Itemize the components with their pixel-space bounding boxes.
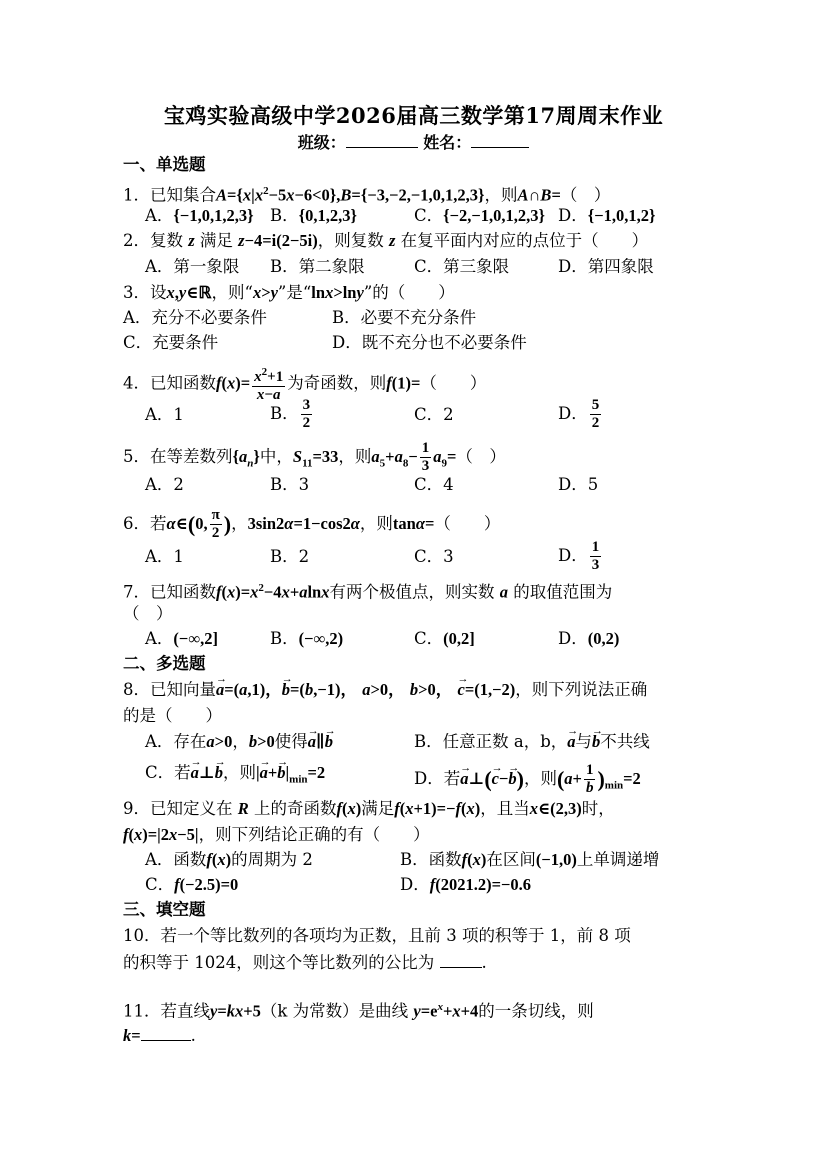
q4-option-a[interactable]: A．1 [145,405,184,424]
question-5: 5．在等差数列$\{a_n\}$中，$S_{11}=33$，则$a_5+a_8-$ $\frac{1}{3}$ $a_9=$（ ） [123,440,506,474]
q3-option-c[interactable]: C．充要条件 [123,333,219,352]
q5-option-b[interactable]: B．3 [270,475,310,494]
name-blank[interactable] [471,131,529,148]
q1-option-c[interactable]: C．{−2,−1,0,1,2,3} [414,206,546,225]
q8-option-a[interactable]: A．存在a>0，b>0使得→ a∥→ b [145,731,333,753]
question-9-line-2: f(x)=|2x−5|，则下列结论正确的有（ ） [123,825,430,844]
question-1: 1．已知集合$A=\{x|x^2-5x-6<0\},B=\{-3,-2,-1,0,1,2,3\}$，则A∩B=（ ） [123,185,611,205]
q11-answer-blank[interactable] [141,1024,191,1041]
section-heading-multiple-choice: 二、多选题 [123,654,206,673]
q2-option-c[interactable]: C．第三象限 [414,257,510,276]
q5-option-a[interactable]: A．2 [145,475,184,494]
q1-option-d[interactable]: D．{−1,0,1,2} [558,206,656,225]
q6-option-b[interactable]: B．2 [270,547,310,566]
q5-option-d[interactable]: D．5 [558,475,599,494]
q7-option-d[interactable]: D．(0,2) [558,629,620,648]
class-label: 班级： [297,133,346,152]
q6-option-a[interactable]: A．1 [145,547,184,566]
q2-option-a[interactable]: A．第一象限 [145,257,240,276]
question-10-line-1: 10．若一个等比数列的各项均为正数，且前 3 项的积等于 1，前 8 项 [123,926,631,945]
section-heading-single-choice: 一、单选题 [123,155,206,174]
question-8-line-2: 的是（ ） [123,706,222,725]
q9-option-b[interactable]: B．函数f(x)在区间(−1,0)上单调递增 [400,850,660,869]
question-9: 9．已知定义在 R 上的奇函数f(x)满足f(x+1)=−f(x)，且当x∈(2,3)时， [123,799,615,818]
q8-option-b[interactable]: B．任意正数 a，b，→ a与→ b不共线 [414,731,650,753]
question-3: 3．设x,y∈ℝ，则“x>y”是“lnx>lny”的（ ） [123,283,455,302]
question-11: 11．若直线y=kx+5（k 为常数）是曲线 $y=e^x+x+4$的一条切线，则 [123,1001,594,1021]
q6-option-c[interactable]: C．3 [414,547,454,566]
class-blank[interactable] [346,131,418,148]
q3-option-a[interactable]: A．充分不必要条件 [123,308,267,327]
question-4: 4．已知函数f(x)= $\frac{x^2+1}{x-a}$ 为奇函数，则f(1)=（ ） [123,366,487,403]
q9-option-d[interactable]: D．f(2021.2)=−0.6 [400,875,532,894]
q7-option-b[interactable]: B．(−∞,2) [270,629,344,648]
q5-option-c[interactable]: C．4 [414,475,454,494]
q8-option-c[interactable]: C．若→ a⊥→ b，则|→ $a+\to b|_{min}=2$ [145,762,325,790]
q7-option-a[interactable]: A．(−∞,2] [145,629,218,648]
q4-option-d[interactable]: D． $\frac{5}{2}$ [558,397,600,431]
q6-option-d[interactable]: D． $\frac{1}{3}$ [558,539,600,573]
question-6: 6．若α∈(0, $\frac{\pi}{2}$ )，3sin2α=1−cos2α，则tanα=（ ） [123,507,501,541]
question-7: 7．已知函数$f(x)=x^2-4x+alnx$有两个极值点，则实数 a 的取值范围为 [123,582,613,602]
q10-answer-blank[interactable] [440,951,482,968]
q7-option-c[interactable]: C．(0,2] [414,629,475,648]
page-title: 宝鸡实验高级中学2026届高三数学第17周周末作业 [163,103,664,128]
question-10-line-2: 的积等于 1024，则这个等比数列的公比为 . [123,953,487,972]
q9-option-c[interactable]: C．f(−2.5)=0 [145,875,239,894]
q3-option-b[interactable]: B．必要不充分条件 [332,308,477,327]
q3-option-d[interactable]: D．既不充分也不必要条件 [332,333,527,352]
question-8: 8．已知向量→ a=(a,1)，→ b=(b,−1)， a>0， b>0， → c=(1,−2)，则下列说法正确 [123,679,647,701]
q2-option-d[interactable]: D．第四象限 [558,257,654,276]
question-11-line-2: k= . [123,1026,196,1045]
question-2: 2．复数 z 满足 z−4=i(2−5i)，则复数 z 在复平面内对应的点位于（ ） [123,231,649,250]
section-heading-fill-in: 三、填空题 [123,900,206,919]
q1-option-b[interactable]: B．{0,1,2,3} [270,206,358,225]
question-7-bracket: （ ） [123,604,173,623]
q8-option-d[interactable]: D．若→ a⊥(→ c−→ b)，则(a+ $\frac{1}{b}$ )$_{min}=2$ [414,762,641,797]
student-info [0,130,827,153]
q2-option-b[interactable]: B．第二象限 [270,257,365,276]
q4-option-c[interactable]: C．2 [414,405,454,424]
name-label: 姓名： [423,133,472,152]
q1-option-a[interactable]: A．{−1,0,1,2,3} [145,206,254,225]
q4-option-b[interactable]: B． $\frac{3}{2}$ [270,397,311,431]
q9-option-a[interactable]: A．函数f(x)的周期为 2 [145,850,313,869]
